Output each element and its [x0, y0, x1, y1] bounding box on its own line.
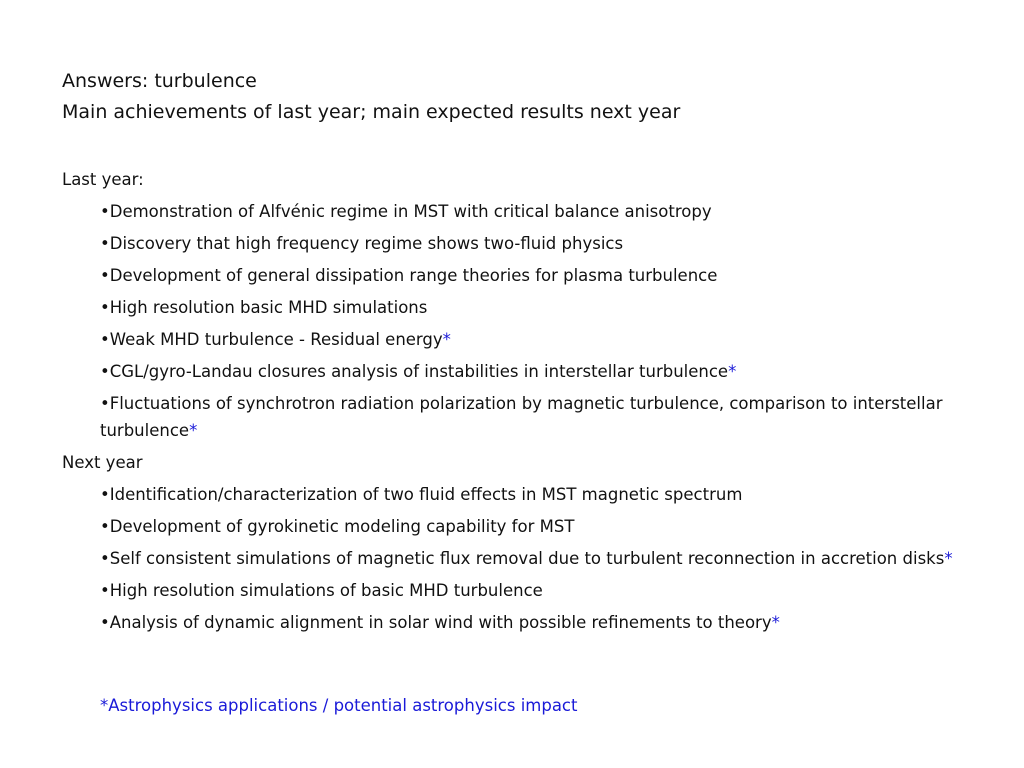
title-line-1: Answers: turbulence: [62, 70, 257, 92]
star-marker: *: [728, 362, 737, 381]
star-marker: *: [771, 613, 780, 632]
next-year-list: [100, 481, 982, 636]
slide-title: [62, 66, 680, 128]
next-year-label: Next year: [62, 453, 143, 472]
list-item: •CGL/gyro-Landau closures analysis of instabilities in interstellar turbulence*: [100, 362, 737, 381]
list-item: •Demonstration of Alfvénic regime in MST with critical balance anisotropy: [100, 202, 712, 221]
list-item: •High resolution basic MHD simulations: [100, 298, 428, 317]
footnote: *Astrophysics applications / potential astrophysics impact: [100, 696, 578, 715]
list-item: •High resolution simulations of basic MHD turbulence: [100, 581, 543, 600]
last-year-label: Last year:: [62, 170, 144, 189]
last-year-list: [100, 198, 982, 444]
list-item: •Self consistent simulations of magnetic flux removal due to turbulent reconnection in accretion disks*: [100, 549, 953, 568]
list-item: •Analysis of dynamic alignment in solar wind with possible refinements to theory*: [100, 613, 780, 632]
list-item: •Discovery that high frequency regime shows two-fluid physics: [100, 234, 624, 253]
list-item: •Development of general dissipation range theories for plasma turbulence: [100, 266, 718, 285]
list-item: •Weak MHD turbulence - Residual energy*: [100, 330, 451, 349]
title-line-2: Main achievements of last year; main expected results next year: [62, 101, 681, 123]
star-marker: *: [442, 330, 451, 349]
star-marker: *: [189, 421, 198, 440]
star-marker: *: [944, 549, 953, 568]
list-item: •Identification/characterization of two fluid effects in MST magnetic spectrum: [100, 485, 743, 504]
slide-content: [62, 166, 982, 641]
list-item: •Fluctuations of synchrotron radiation polarization by magnetic turbulence, comparison to interstellar turbulence*: [100, 394, 943, 440]
list-item: •Development of gyrokinetic modeling capability for MST: [100, 517, 575, 536]
